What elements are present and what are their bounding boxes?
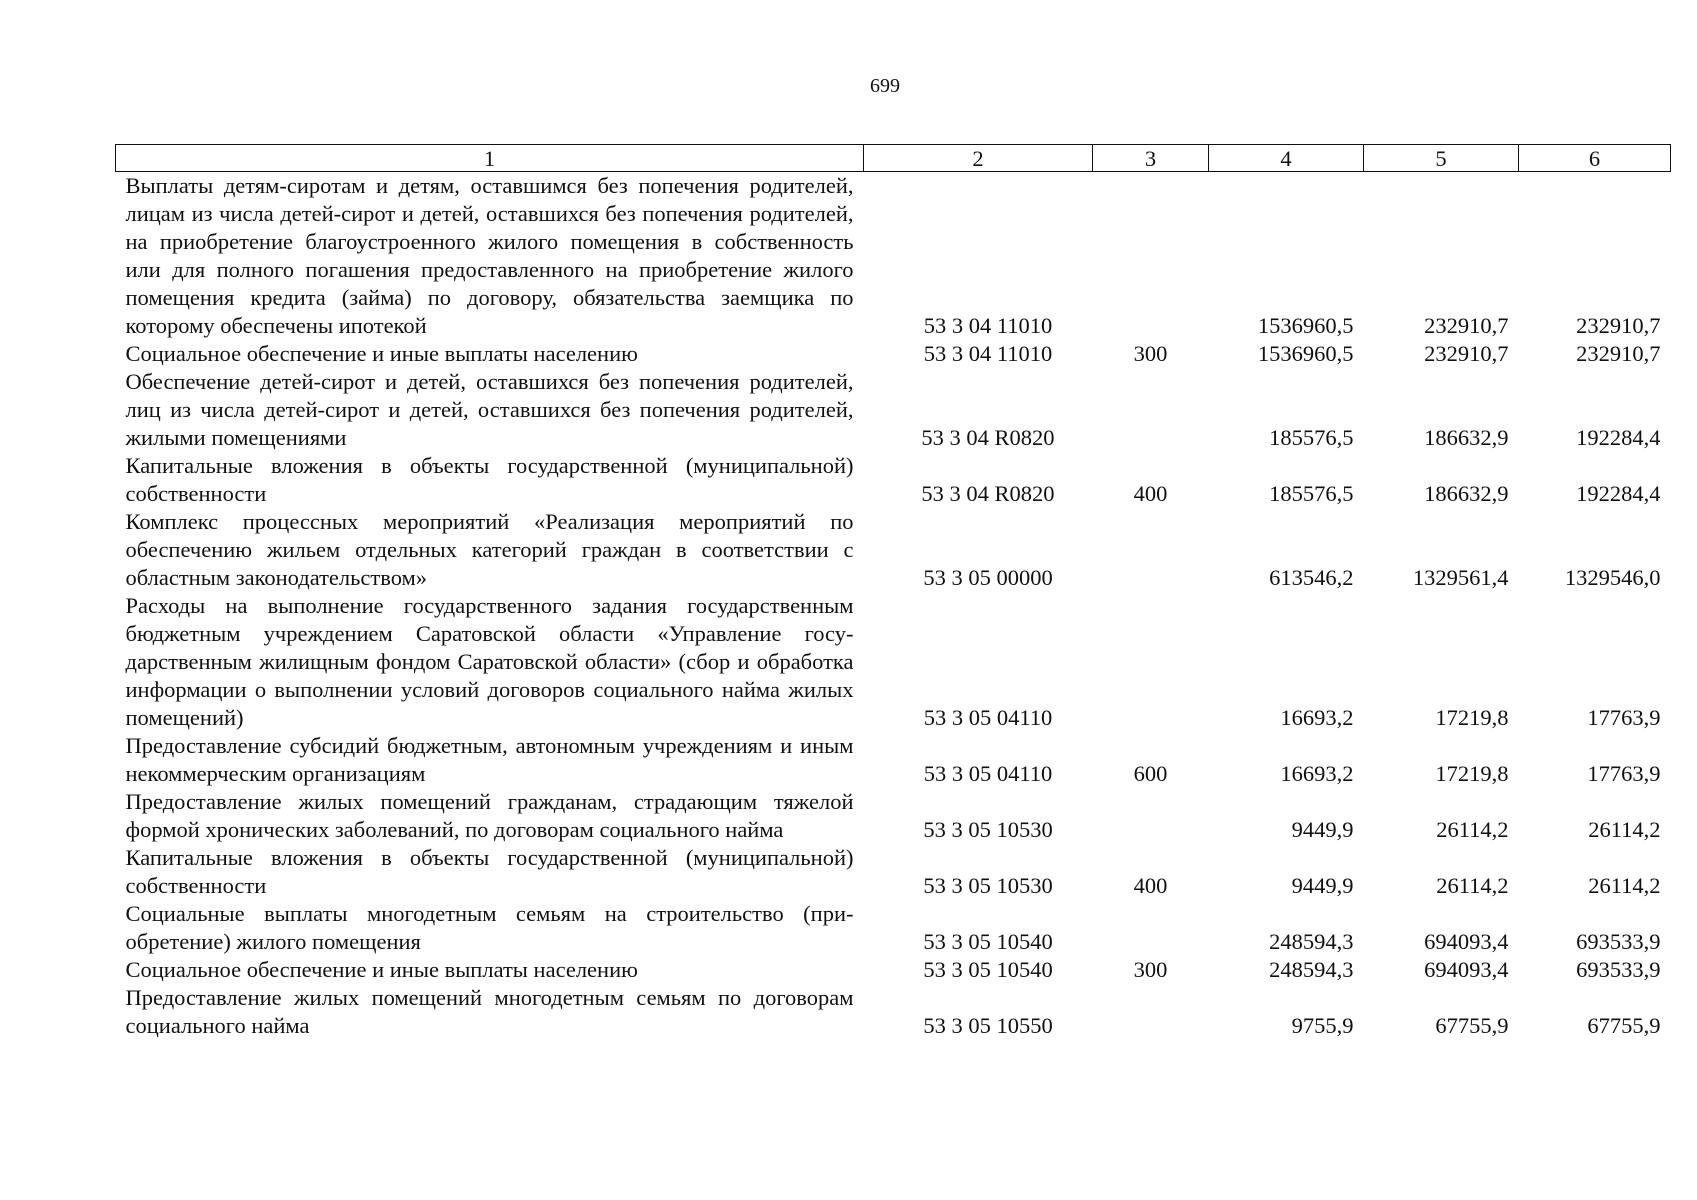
row-col6-value: 17763,9 — [1587, 705, 1661, 730]
row-col4-value: 613546,2 — [1269, 565, 1354, 590]
row-col5-value: 67755,9 — [1435, 1013, 1509, 1038]
row-col5-value: 186632,9 — [1424, 481, 1509, 506]
row-col5-value: 186632,9 — [1424, 425, 1509, 450]
row-code-cell: 53 3 05 00000 — [923, 565, 1053, 590]
row-col5-value: 694093,4 — [1424, 957, 1509, 982]
row-col5-value: 17219,8 — [1435, 761, 1509, 786]
row-col6-value: 26114,2 — [1588, 873, 1661, 898]
row-col6-value: 67755,9 — [1587, 1013, 1661, 1038]
row-col4-value: 9449,9 — [1291, 817, 1354, 842]
table-row — [116, 592, 1671, 732]
row-code-cell: 53 3 05 04110 — [923, 705, 1053, 730]
row-name-cell: Выплаты детям-сиротам и детям, оставшимся без попечения родителей, лицам из числа детей-сирот и детей, оставшихся без попечения родителей, на приобретение благоустроенного жилого помещения в собственность или для полного погашения предоставленного на приобретение жилого помещения кредита (займа) по договору, обязательства заемщика по которому обеспечены ипотекой — [125, 173, 854, 338]
table-body — [116, 172, 1671, 1041]
table-row — [116, 368, 1671, 452]
table-row — [116, 956, 1671, 984]
table-row — [116, 788, 1671, 844]
row-col4-value: 16693,2 — [1280, 705, 1354, 730]
row-code-cell: 53 3 05 10550 — [923, 1013, 1053, 1038]
row-name-cell: Предоставление субсидий бюджетным, автономным учреждениям и иным некоммерческим организациям — [125, 733, 854, 786]
row-code-cell: 53 3 04 11010 — [923, 313, 1053, 338]
row-col5-value: 26114,2 — [1436, 873, 1509, 898]
row-code-cell: 53 3 05 10540 — [923, 957, 1053, 982]
row-col5-value: 17219,8 — [1435, 705, 1509, 730]
row-col4-value: 248594,3 — [1269, 957, 1354, 982]
header-col-1: 1 — [116, 145, 864, 172]
header-row — [116, 145, 1671, 172]
row-col4-value: 1536960,5 — [1257, 313, 1354, 338]
row-code-cell: 53 3 04 R0820 — [921, 481, 1055, 506]
row-type-cell — [1093, 592, 1209, 732]
row-col5-value: 232910,7 — [1424, 341, 1509, 366]
header-col-4: 4 — [1209, 145, 1364, 172]
row-name-cell: Комплекс процессных мероприятий «Реализация мероприятий по обеспечению жильем отдельных категорий граждан в соответствии с областным законодательством» — [125, 509, 854, 590]
row-name-cell: Капитальные вложения в объекты государственной (муниципальной) собственности — [125, 453, 854, 506]
row-name-cell: Обеспечение детей-сирот и детей, оставшихся без попечения родителей, лиц из числа детей-сирот и детей, оставшихся без попечения родителей, жилыми помещениями — [125, 369, 854, 450]
table-row — [116, 340, 1671, 368]
row-col6-value: 26114,2 — [1588, 817, 1661, 842]
row-col4-value: 1536960,5 — [1257, 341, 1354, 366]
row-type-cell: 300 — [1133, 957, 1168, 982]
header-col-3: 3 — [1093, 145, 1209, 172]
row-col4-value: 9755,9 — [1291, 1013, 1354, 1038]
table-header — [116, 145, 1671, 172]
row-name-cell: Расходы на выполнение государственного задания государственным бюджетным учреждением Саратовской области «Управление государственным жилищным фондом Саратовской области» (сбор и обработка информации о выполнении условий договоров социального найма жилых помещений) — [125, 593, 854, 730]
row-col6-value: 693533,9 — [1576, 929, 1661, 954]
row-col4-value: 185576,5 — [1269, 481, 1354, 506]
table-row — [116, 844, 1671, 900]
header-col-5: 5 — [1364, 145, 1519, 172]
row-type-cell: 400 — [1133, 873, 1168, 898]
row-col6-value: 232910,7 — [1576, 313, 1661, 338]
row-name-cell: Предоставление жилых помещений гражданам, страдающим тяжелой формой хронических заболеваний, по договорам социального найма — [125, 789, 854, 842]
row-col6-value: 17763,9 — [1587, 761, 1661, 786]
row-col4-value: 185576,5 — [1269, 425, 1354, 450]
row-code-cell: 53 3 04 11010 — [923, 341, 1053, 366]
row-name-cell: Капитальные вложения в объекты государственной (муниципальной) собственности — [125, 845, 854, 898]
row-name-cell: Социальное обеспечение и иные выплаты населению — [125, 957, 638, 982]
table-row — [116, 984, 1671, 1040]
row-type-cell — [1093, 984, 1209, 1040]
row-type-cell — [1093, 508, 1209, 592]
table-row — [116, 900, 1671, 956]
row-type-cell — [1093, 788, 1209, 844]
row-col6-value: 192284,4 — [1576, 425, 1661, 450]
row-code-cell: 53 3 04 R0820 — [921, 425, 1055, 450]
row-type-cell — [1093, 172, 1209, 341]
row-col6-value: 693533,9 — [1576, 957, 1661, 982]
row-col4-value: 9449,9 — [1291, 873, 1354, 898]
row-name-cell: Предоставление жилых помещений многодетным семьям по договорам социального найма — [125, 985, 854, 1038]
row-type-cell: 300 — [1133, 341, 1168, 366]
row-type-cell — [1093, 368, 1209, 452]
header-col-2: 2 — [864, 145, 1093, 172]
row-code-cell: 53 3 05 10540 — [923, 929, 1053, 954]
row-col6-value: 192284,4 — [1576, 481, 1661, 506]
table-row — [116, 508, 1671, 592]
row-code-cell: 53 3 05 10530 — [923, 873, 1053, 898]
row-col5-value: 232910,7 — [1424, 313, 1509, 338]
header-col-6: 6 — [1519, 145, 1671, 172]
row-type-cell — [1093, 900, 1209, 956]
table-row — [116, 172, 1671, 341]
row-name-cell: Социальное обеспечение и иные выплаты населению — [125, 341, 638, 366]
row-col4-value: 248594,3 — [1269, 929, 1354, 954]
row-name-cell: Социальные выплаты многодетным семьям на строительство (приобретение) жилого помещения — [125, 901, 854, 954]
table-row — [116, 732, 1671, 788]
row-code-cell: 53 3 05 10530 — [923, 817, 1053, 842]
row-col5-value: 26114,2 — [1436, 817, 1509, 842]
row-col6-value: 232910,7 — [1576, 341, 1661, 366]
row-col5-value: 1329561,4 — [1412, 565, 1509, 590]
row-type-cell: 400 — [1133, 481, 1168, 506]
budget-table — [115, 144, 1671, 1040]
row-code-cell: 53 3 05 04110 — [923, 761, 1053, 786]
row-col5-value: 694093,4 — [1424, 929, 1509, 954]
table-row — [116, 452, 1671, 508]
row-col6-value: 1329546,0 — [1564, 565, 1661, 590]
page-number: 699 — [870, 75, 900, 97]
row-type-cell: 600 — [1133, 761, 1168, 786]
row-col4-value: 16693,2 — [1280, 761, 1354, 786]
